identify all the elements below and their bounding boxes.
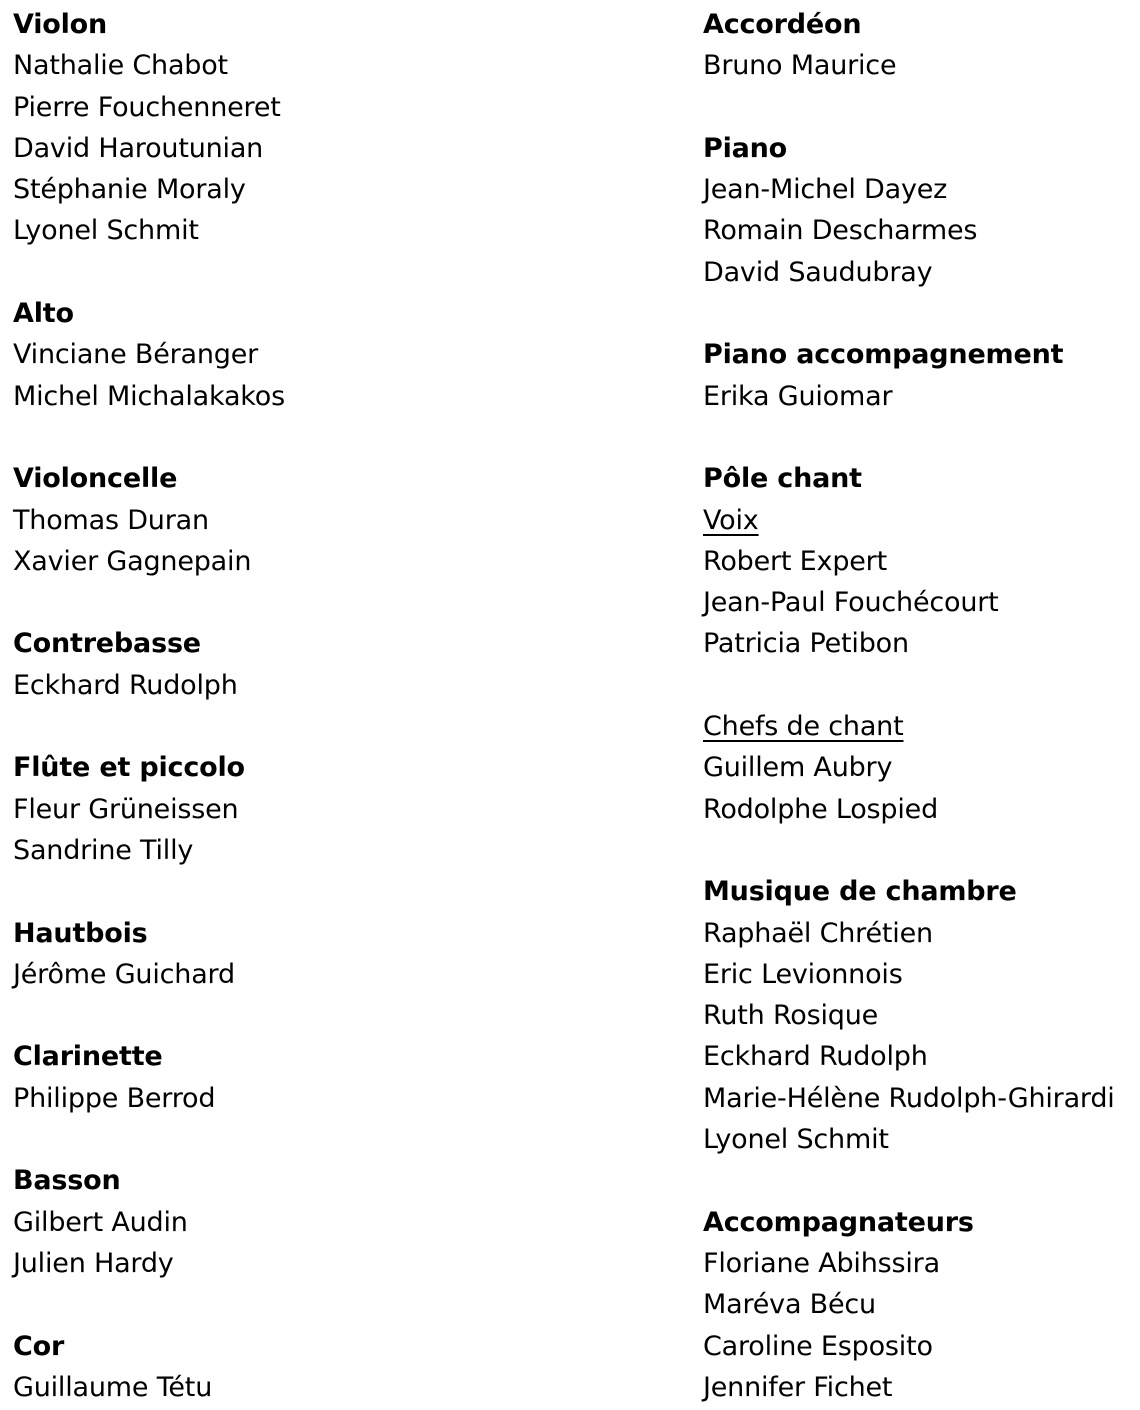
teacher-name: Vinciane Béranger <box>13 339 259 371</box>
teacher-name: David Haroutunian <box>13 132 264 164</box>
teacher-name: Stéphanie Moraly <box>13 174 246 206</box>
teacher-name: Julien Hardy <box>13 1247 174 1279</box>
section-heading: Musique de chambre <box>703 876 1017 908</box>
section-gap <box>13 1284 653 1325</box>
teacher-name: Guillem Aubry <box>703 752 893 784</box>
section-violon <box>13 4 653 252</box>
section-gap <box>13 417 653 458</box>
section-heading: Violon <box>13 9 108 40</box>
teacher-name: Bruno Maurice <box>703 50 897 82</box>
section-heading: Flûte et piccolo <box>13 752 245 784</box>
teacher-name: Patricia Petibon <box>703 628 909 660</box>
teacher-name: Marie-Hélène Rudolph-Ghirardi <box>703 1082 1115 1114</box>
section-gap <box>13 1119 653 1160</box>
teacher-name: Gilbert Audin <box>13 1206 188 1238</box>
teacher-name: Floriane Abihssira <box>703 1247 940 1279</box>
right-column <box>703 4 1140 1408</box>
section-gap <box>703 1160 1140 1201</box>
section-gap <box>703 665 1140 706</box>
section-accompagnateurs <box>703 1202 1140 1408</box>
section-heading: Pôle chant <box>703 463 862 495</box>
section-pole-chant <box>703 458 1140 664</box>
section-gap <box>703 417 1140 458</box>
section-heading: Hautbois <box>13 917 148 949</box>
teacher-name: Maréva Bécu <box>703 1289 876 1321</box>
section-basson <box>13 1160 653 1284</box>
section-gap <box>703 293 1140 334</box>
section-gap <box>13 582 653 623</box>
section-violoncelle <box>13 458 653 582</box>
section-cor <box>13 1326 653 1409</box>
teacher-name: Fleur Grüneissen <box>13 793 239 825</box>
section-clarinette <box>13 1036 653 1119</box>
teacher-name: Jennifer Fichet <box>703 1371 893 1403</box>
section-heading: Piano <box>703 132 788 164</box>
section-chefs-de-chant <box>703 706 1140 830</box>
teacher-name: Caroline Esposito <box>703 1330 933 1362</box>
section-heading: Cor <box>13 1330 65 1362</box>
teacher-name: Eckhard Rudolph <box>13 669 238 701</box>
section-piano-accompagnement <box>703 334 1140 417</box>
section-piano <box>703 128 1140 293</box>
section-subheading: Voix <box>703 504 759 536</box>
section-flute-piccolo <box>13 747 653 871</box>
teacher-name: Xavier Gagnepain <box>13 545 252 577</box>
left-column <box>13 4 653 1408</box>
teacher-name: Robert Expert <box>703 545 887 577</box>
teacher-name: Lyonel Schmit <box>703 1124 889 1156</box>
teacher-name: Pierre Fouchenneret <box>13 91 281 123</box>
teacher-name: Jean-Michel Dayez <box>703 174 948 206</box>
section-heading: Piano accompagnement <box>703 339 1064 371</box>
teacher-name: Eric Levionnois <box>703 958 903 990</box>
section-gap <box>13 995 653 1036</box>
section-subheading: Chefs de chant <box>703 711 904 743</box>
teacher-name: Rodolphe Lospied <box>703 793 939 825</box>
section-heading: Alto <box>13 298 74 330</box>
teacher-name: Lyonel Schmit <box>13 215 199 247</box>
teacher-name: Eckhard Rudolph <box>703 1041 928 1073</box>
teacher-name: Raphaël Chrétien <box>703 917 933 949</box>
teacher-name: Jean-Paul Fouchécourt <box>703 587 999 619</box>
teacher-name: Thomas Duran <box>13 504 209 536</box>
section-heading: Clarinette <box>13 1041 163 1073</box>
teacher-name: David Saudubray <box>703 256 933 288</box>
section-gap <box>13 706 653 747</box>
section-heading: Accompagnateurs <box>703 1206 974 1238</box>
section-heading: Contrebasse <box>13 628 201 660</box>
teacher-name: Jérôme Guichard <box>13 958 235 990</box>
teacher-name: Nathalie Chabot <box>13 50 228 82</box>
teacher-name: Sandrine Tilly <box>13 834 194 866</box>
section-accordeon <box>703 4 1140 87</box>
teacher-name: Ruth Rosique <box>703 1000 879 1032</box>
teacher-name: Erika Guiomar <box>703 380 893 412</box>
section-heading: Violoncelle <box>13 463 178 495</box>
section-heading: Basson <box>13 1165 121 1197</box>
teacher-name: Philippe Berrod <box>13 1082 216 1114</box>
section-hautbois <box>13 913 653 996</box>
section-contrebasse <box>13 623 653 706</box>
section-alto <box>13 293 653 417</box>
teacher-name: Guillaume Tétu <box>13 1371 213 1403</box>
section-gap <box>13 252 653 293</box>
section-gap <box>703 830 1140 871</box>
section-musique-de-chambre <box>703 871 1140 1160</box>
teacher-name: Michel Michalakakos <box>13 380 285 412</box>
section-gap <box>703 87 1140 128</box>
section-heading: Accordéon <box>703 9 862 40</box>
section-gap <box>13 871 653 912</box>
teacher-name: Romain Descharmes <box>703 215 978 247</box>
